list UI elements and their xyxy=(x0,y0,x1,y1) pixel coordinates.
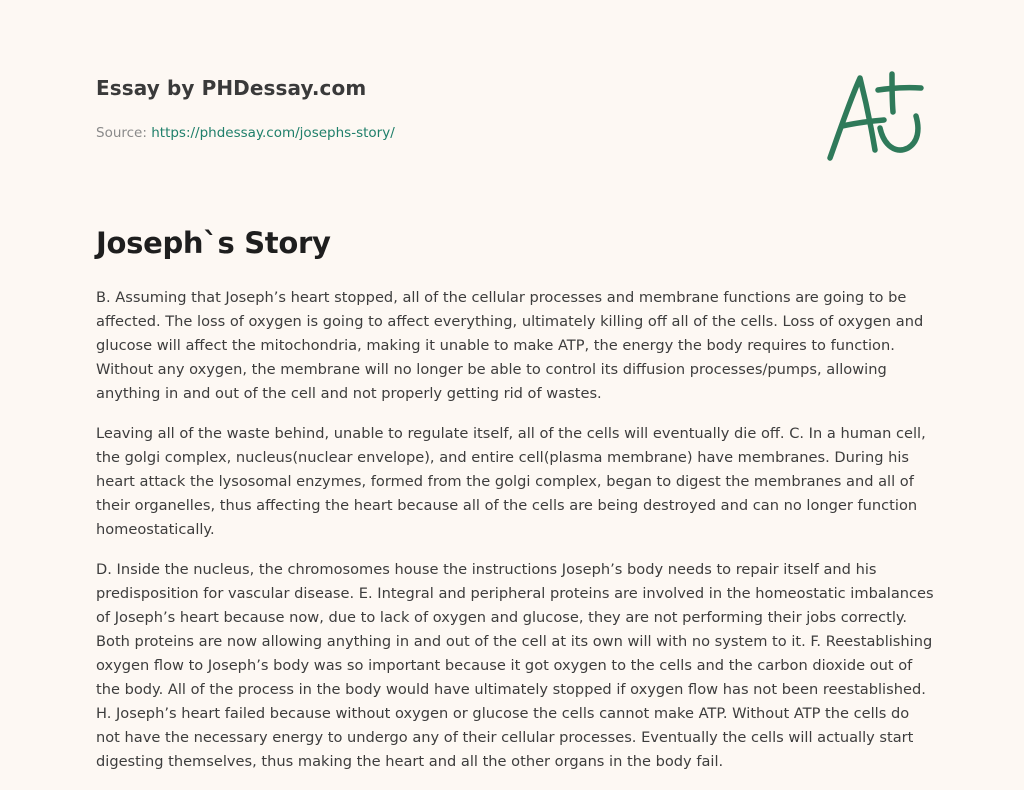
site-brand: Essay by PHDessay.com xyxy=(96,76,367,100)
essay-paragraph: Leaving all of the waste behind, unable to regulate itself, all of the cells will eventually die off. C. In a human cell, the golgi complex, nucleus(nuclear envelope), and entire cell(plasma membrane) have membranes. During his heart attack the lysosomal enzymes, formed from the golgi complex, began to digest the membranes and all of their organelles, thus affecting the heart because all of the cells are being destroyed and can no longer function homeostatically. xyxy=(96,425,926,538)
essay-body xyxy=(96,286,936,790)
essay-paragraph: B. Assuming that Joseph’s heart stopped, all of the cellular processes and membrane functions are going to be affected. The loss of oxygen is going to affect everything, ultimately killing off all of the cells. Loss of oxygen and glucose will affect the mitochondria, making it unable to make ATP, the energy the body requires to function. Without any oxygen, the membrane will no longer be able to control its diffusion processes/pumps, allowing anything in and out of the cell and not properly getting rid of wastes. xyxy=(96,289,924,402)
essay-title: Joseph`s Story xyxy=(96,226,331,260)
source-label: Source: xyxy=(96,125,147,141)
essay-paragraph: D. Inside the nucleus, the chromosomes house the instructions Joseph’s body needs to repair itself and his predisposition for vascular disease. E. Integral and peripheral proteins are involved in the homeostatic imbalances of Joseph’s heart because now, due to lack of oxygen and glucose, they are not performing their jobs correctly. Both proteins are now allowing anything in and out of the cell at its own will with no system to it. F. Reestablishing oxygen flow to Joseph’s body was so important because it got oxygen to the cells and the carbon dioxide out of the body. All of the process in the body would have ultimately stopped if oxygen flow has not been reestablished. H. Joseph’s heart failed because without oxygen or glucose the cells cannot make ATP. Without ATP the cells do not have the necessary energy to undergo any of their cellular processes. Eventually the cells will actually start digesting themselves, thus making the heart and all the other organs in the body fail. xyxy=(96,561,934,770)
a-plus-logo-icon xyxy=(820,68,928,164)
source-line xyxy=(96,125,395,141)
source-link[interactable]: https://phdessay.com/josephs-story/ xyxy=(151,125,395,141)
